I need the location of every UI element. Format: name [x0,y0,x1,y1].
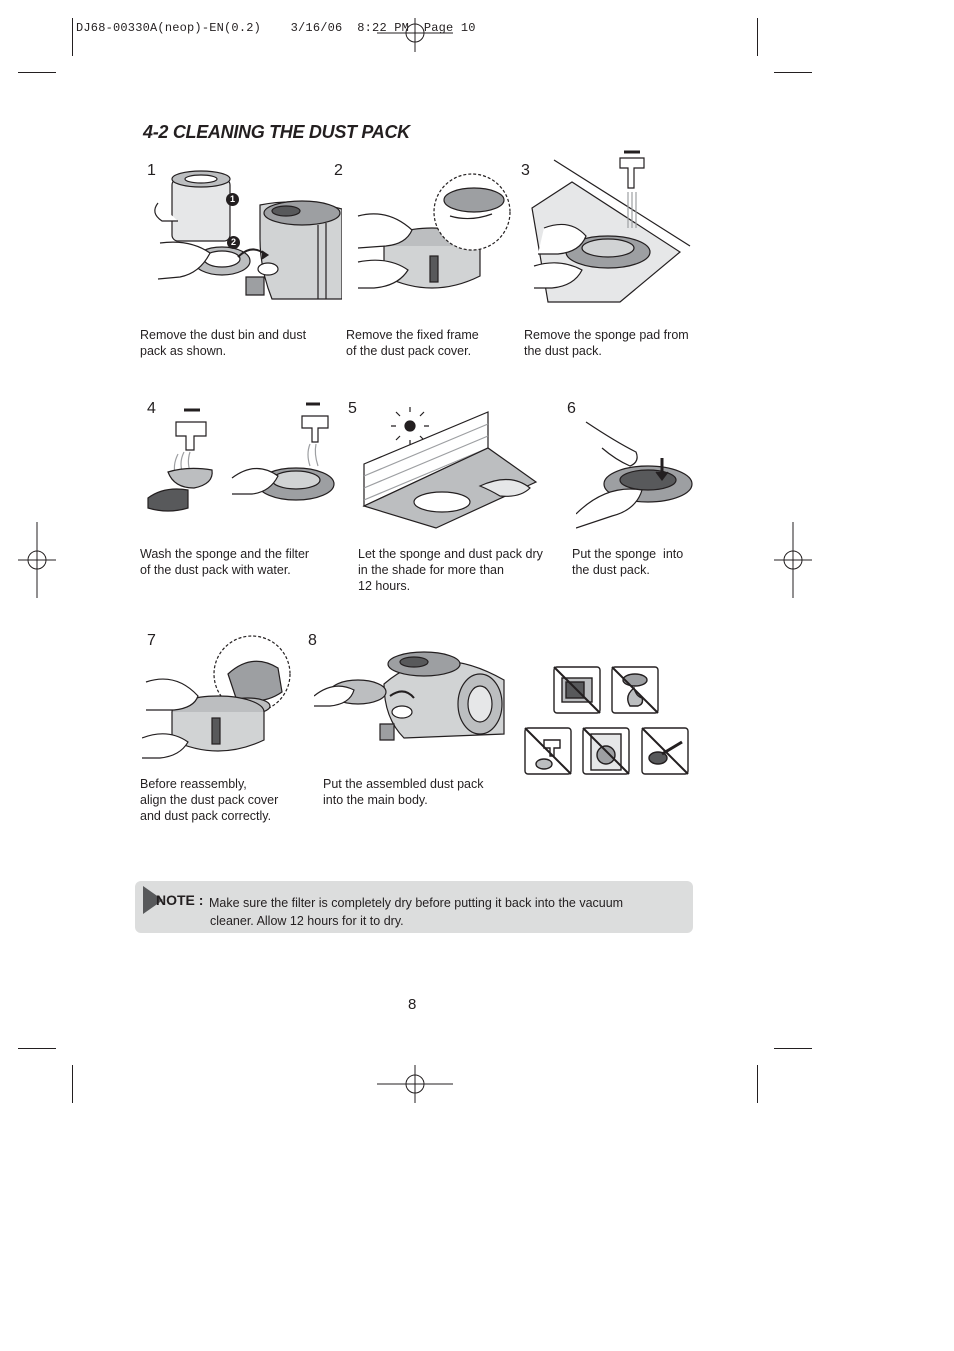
step-number: 3 [521,162,530,179]
step-number: 1 [147,162,156,179]
step-4-illustration [142,400,338,540]
microwave-icon [554,667,600,713]
step-3-caption: Remove the sponge pad from the dust pack. [524,328,689,358]
step-1-illustration [140,165,342,305]
step-7-illustration [142,634,298,768]
step-7-caption: Before reassembly, align the dust pack cover and dust pack correctly. [140,777,279,823]
note-text: Make sure the filter is completely dry before putting it back into the vacuum cleaner. Allow 12 hours for it to dry. [209,896,624,928]
washing-machine-icon [583,728,629,774]
step-4-caption: Wash the sponge and the filter of the dust pack with water. [140,547,310,577]
callout-badge: 1 [226,193,239,206]
step-number: 7 [147,632,156,649]
section-title: 4-2 CLEANING THE DUST PACK [143,122,410,142]
step-2-illustration [354,170,514,302]
step-number: 6 [567,400,576,417]
step-8-caption: Put the assembled dust pack into the main body. [323,777,484,807]
step-5-illustration [362,406,538,532]
step-2-caption: Remove the fixed frame of the dust pack cover. [346,328,479,358]
step-5-caption: Let the sponge and dust pack dry in the shade for more than 12 hours. [358,547,543,593]
callout-badge: 2 [227,236,240,249]
hair-dryer-icon [642,728,688,774]
note-label: NOTE : [156,892,204,908]
step-number: 8 [308,632,317,649]
prohibited-icons [522,664,692,780]
step-6-illustration [576,418,696,542]
step-number: 5 [348,400,357,417]
step-number: 2 [334,162,343,179]
page-number: 8 [408,996,417,1013]
fire-heat-icon [612,667,658,713]
step-1-caption: Remove the dust bin and dust pack as shown. [140,328,307,358]
step-8-illustration [314,644,506,746]
step-number: 4 [147,400,156,417]
faucet-icon [525,728,571,774]
step-3-illustration [524,148,692,304]
step-6-caption: Put the sponge into the dust pack. [572,547,684,577]
print-header: DJ68-00330A(neop)-EN(0.2) 3/16/06 8:22 PM Page 10 [76,21,476,35]
